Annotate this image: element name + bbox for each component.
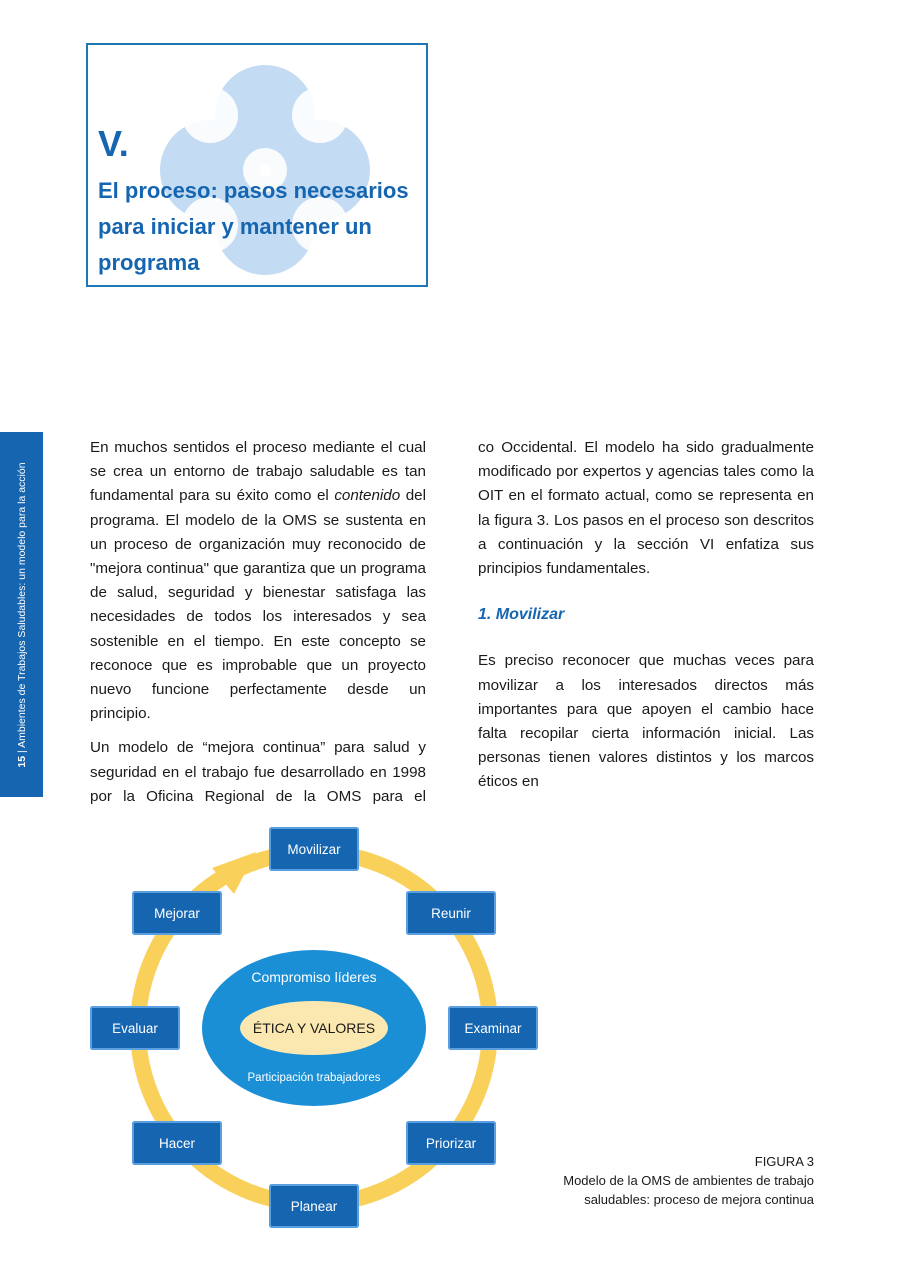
step-evaluar: Evaluar: [90, 1006, 180, 1050]
figure-caption-line-1: Modelo de la OMS de ambientes de trabajo: [563, 1173, 814, 1188]
chapter-number: V.: [98, 123, 129, 164]
figure-label: FIGURA 3: [754, 1154, 814, 1169]
paragraph-3: Es preciso reconocer que muchas veces para movilizar a los interesados directos más importantes para que apoyen el cambio hace falta recopilar cierta información inicial. Las personas tienen valores distintos y los marcos éticos en: [478, 652, 814, 791]
paragraph-1: [90, 436, 426, 726]
paragraph-1-emphasis: contenido: [334, 487, 401, 505]
running-title: Ambientes de Trabajos Saludables: un modelo para la acción: [15, 461, 28, 748]
chapter-title: El proceso: pasos necesarios para iniciar y mantener un programa: [98, 178, 409, 275]
step-planear: Planear: [269, 1184, 359, 1228]
paragraph-2: Un modelo de “mejora continua” para salud y seguridad en el trabajo fue desarrollado en 1998 por la Oficina Regional de la OMS para el: [90, 739, 426, 805]
paragraph-1-part-a: En muchos sentidos el proceso mediante el cual se crea un entorno de trabajo saludable es tan fundamental para su éxito como el: [90, 439, 426, 505]
step-reunir: Reunir: [406, 891, 496, 935]
center-core-label: ÉTICA Y VALORES: [252, 1020, 376, 1036]
step-examinar: Examinar: [448, 1006, 538, 1050]
step-priorizar: Priorizar: [406, 1121, 496, 1165]
figure-caption: [563, 1152, 814, 1209]
side-running-header: [0, 432, 43, 797]
paragraph-2-continuation: co Occidental. El modelo ha sido gradualmente modificado por expertos y agencias tales como la OIT en el formato actual, como se representa en la figura 3. Los pasos en el proceso son descritos a continuación y la sección VI enfatiza sus principios fundamentales.: [478, 439, 814, 578]
page-number: 15: [15, 755, 28, 768]
center-top-label: Compromiso líderes: [251, 969, 377, 985]
paragraph-1-part-b: del programa. El modelo de la OMS se sustenta en un proceso de organización muy reconocido de "mejora continua" que garantiza que un programa de salud, seguridad y bienestar satisfaga las necesidades de todos los interesados y sea sostenible en el tiempo. En este concepto se reconoce que es improbable que un proyecto nuevo funcione perfectamente desde un principio.: [90, 487, 426, 723]
side-separator: |: [15, 749, 28, 753]
center-bottom-label: Participación trabajadores: [247, 1072, 381, 1084]
step-hacer: Hacer: [132, 1121, 222, 1165]
step-movilizar: Movilizar: [269, 827, 359, 871]
section-heading-movilizar: 1. Movilizar: [478, 606, 565, 624]
body-column-left: [90, 436, 426, 814]
step-mejorar: Mejorar: [132, 891, 222, 935]
figure-caption-line-2: saludables: proceso de mejora continua: [584, 1192, 814, 1207]
side-running-text: [16, 462, 28, 767]
body-column-right: [478, 436, 814, 805]
continuous-improvement-diagram: [0, 800, 560, 1240]
chapter-title-box: [86, 43, 428, 287]
